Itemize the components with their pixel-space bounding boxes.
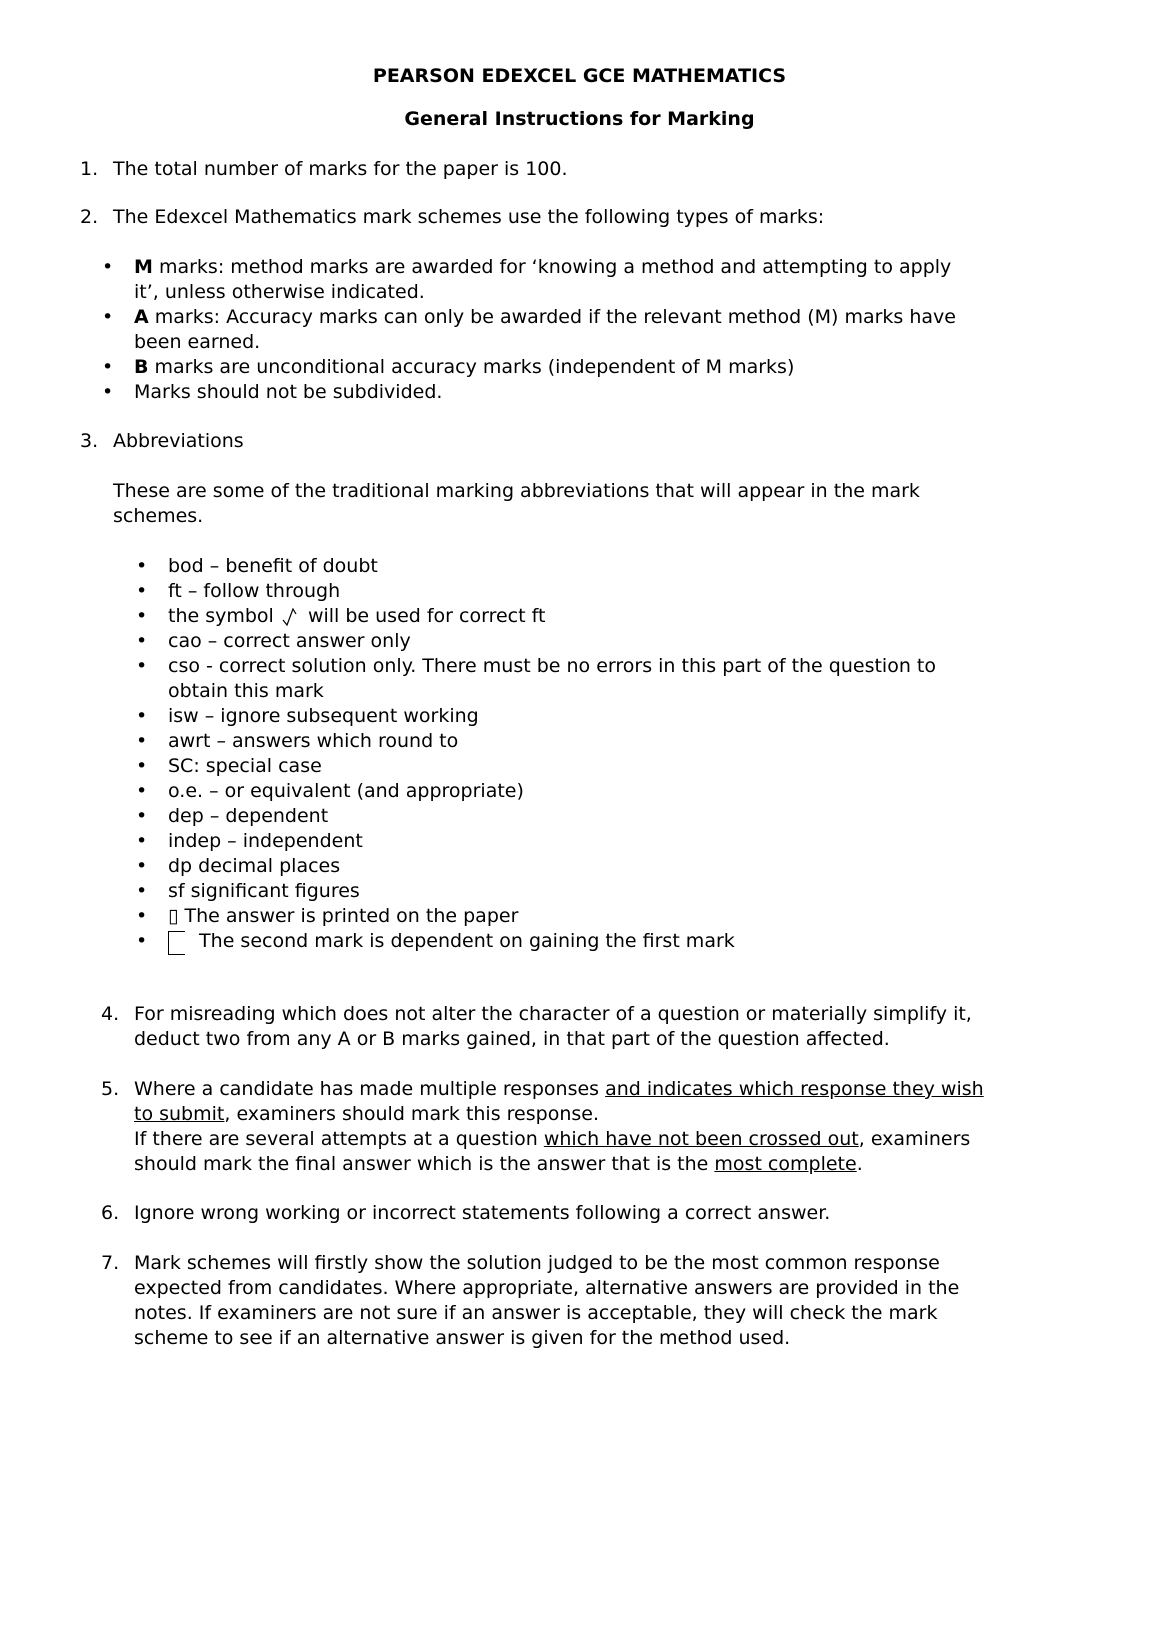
- abbreviation-item: ▯ The answer is printed on the paper: [168, 905, 519, 927]
- item-number: 5.: [101, 1078, 120, 1100]
- abbreviation-item: indep – independent: [168, 830, 363, 852]
- mark-type-b: B marks are unconditional accuracy marks (independent of M marks): [134, 356, 795, 378]
- bullet: •: [136, 705, 148, 727]
- item-7-line: notes. If examiners are not sure if an answer is acceptable, they will check the mark: [134, 1302, 938, 1324]
- item-1-text: The total number of marks for the paper is 100.: [113, 158, 568, 180]
- bullet: •: [136, 605, 148, 627]
- item-5-line: Where a candidate has made multiple responses and indicates which response they wish: [134, 1078, 984, 1100]
- abbreviation-item: the symbol will be used for correct ft: [168, 605, 546, 627]
- abbreviation-item: awrt – answers which round to: [168, 730, 459, 752]
- item-7-line: expected from candidates. Where appropriate, alternative answers are provided in the: [134, 1277, 960, 1299]
- document-title: PEARSON EDEXCEL GCE MATHEMATICS: [372, 65, 787, 87]
- abbreviation-item: o.e. – or equivalent (and appropriate): [168, 780, 524, 802]
- item-5-line: to submit, examiners should mark this response.: [134, 1103, 599, 1125]
- item-2-text: The Edexcel Mathematics mark schemes use the following types of marks:: [113, 206, 825, 228]
- item-number: 7.: [101, 1252, 120, 1274]
- bullet: •: [136, 630, 148, 652]
- item-5-line: should mark the final answer which is the answer that is the most complete.: [134, 1153, 863, 1175]
- abbrev-intro: These are some of the traditional marking abbreviations that will appear in the mark: [113, 480, 920, 502]
- abbreviation-item: isw – ignore subsequent working: [168, 705, 479, 727]
- bullet: •: [136, 780, 148, 802]
- abbreviation-item: sf significant figures: [168, 880, 360, 902]
- bullet: •: [102, 381, 114, 403]
- item-number: 1.: [80, 158, 99, 180]
- bullet: •: [136, 880, 148, 902]
- bullet: •: [102, 256, 114, 278]
- item-3-text: Abbreviations: [113, 430, 244, 452]
- mark-note: Marks should not be subdivided.: [134, 381, 443, 403]
- abbreviation-item: dp decimal places: [168, 855, 341, 877]
- item-7-line: scheme to see if an alternative answer is given for the method used.: [134, 1327, 791, 1349]
- abbreviation-item: dep – dependent: [168, 805, 329, 827]
- abbreviation-item: SC: special case: [168, 755, 322, 777]
- abbreviation-item: cao – correct answer only: [168, 630, 411, 652]
- abbrev-intro-cont: schemes.: [113, 505, 204, 527]
- mark-type-a: A marks: Accuracy marks can only be awarded if the relevant method (M) marks have: [134, 306, 956, 328]
- bullet: •: [102, 306, 114, 328]
- check-root-icon: [280, 607, 302, 627]
- bullet: •: [136, 830, 148, 852]
- bullet: •: [136, 730, 148, 752]
- bullet: •: [136, 655, 148, 677]
- mark-type-a-cont: been earned.: [134, 331, 261, 353]
- bullet: •: [136, 805, 148, 827]
- item-number: 6.: [101, 1202, 120, 1224]
- item-7-line: Mark schemes will firstly show the solution judged to be the most common response: [134, 1252, 940, 1274]
- item-4-text-cont: deduct two from any A or B marks gained, in that part of the question affected.: [134, 1028, 890, 1050]
- document-subtitle: General Instructions for Marking: [404, 108, 755, 130]
- bullet: •: [136, 580, 148, 602]
- bullet: •: [136, 555, 148, 577]
- item-6-text: Ignore wrong working or incorrect statements following a correct answer.: [134, 1202, 831, 1224]
- item-number: 3.: [80, 430, 99, 452]
- abbreviation-item: ft – follow through: [168, 580, 341, 602]
- item-number: 2.: [80, 206, 99, 228]
- abbreviation-item: obtain this mark: [168, 680, 324, 702]
- item-number: 4.: [101, 1003, 120, 1025]
- bullet: •: [136, 930, 148, 952]
- mark-type-m: M marks: method marks are awarded for ‘knowing a method and attempting to apply: [134, 256, 952, 278]
- bullet: •: [136, 755, 148, 777]
- mark-type-m-cont: it’, unless otherwise indicated.: [134, 281, 425, 303]
- bullet: •: [136, 855, 148, 877]
- abbreviation-item: bod – benefit of doubt: [168, 555, 378, 577]
- bullet: •: [102, 356, 114, 378]
- item-5-line: If there are several attempts at a question which have not been crossed out, examiners: [134, 1128, 971, 1150]
- abbreviation-item: cso - correct solution only. There must be no errors in this part of the question to: [168, 655, 936, 677]
- dependent-mark-icon: [168, 931, 185, 955]
- abbreviation-item: The second mark is dependent on gaining the first mark: [168, 929, 735, 955]
- bullet: •: [136, 905, 148, 927]
- item-4-text: For misreading which does not alter the character of a question or materially simplify it,: [134, 1003, 972, 1025]
